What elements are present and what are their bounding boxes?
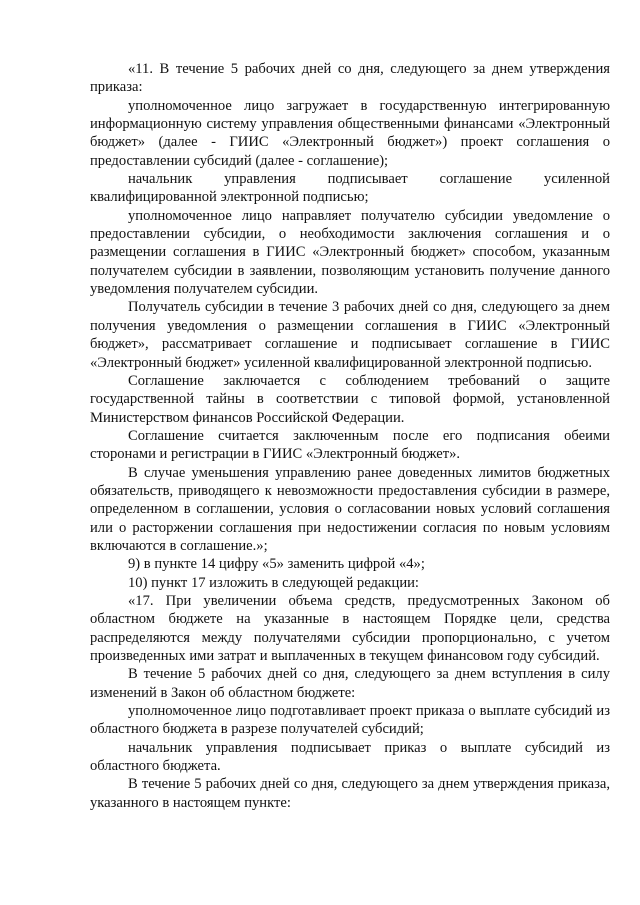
paragraph-sign-order: начальник управления подписывает приказ о выплате субсидий из областного бюджета. (90, 739, 610, 775)
paragraph-clause-17: «17. При увеличении объема средств, предусмотренных Законом об областном бюджете на указанные в настоящем Порядке цели, средства распределяются между получателями субсидии пропорционально, с учетом произведенных ими затрат и выплаченных в текущем финансовом году субсидий. (90, 592, 610, 664)
paragraph-order-approval: В течение 5 рабочих дней со дня, следующего за днем утверждения приказа, указанного в настоящем пункте: (90, 776, 610, 811)
paragraph-limits-reduction: В случае уменьшения управлению ранее доведенных лимитов бюджетных обязательств, приводящего к невозможности предоставления субсидии в размере, определенном в соглашении, условия о согласовании новых условий соглашения или о расторжении соглашения при недостижении согласия по новым условиям включаются в соглашение.»; (90, 464, 610, 554)
paragraph-law-changes: В течение 5 рабочих дней со дня, следующего за днем вступления в силу изменений в Закон об областном бюджете: (90, 666, 610, 701)
paragraph-prepare-order: уполномоченное лицо подготавливает проект приказа о выплате субсидий из областного бюджета в разрезе получателей субсидий; (90, 703, 610, 738)
paragraph-item-10: 10) пункт 17 изложить в следующей редакции: (128, 574, 419, 591)
paragraph-notification: уполномоченное лицо направляет получателю субсидии уведомление о предоставлении субсидии, о необходимости заключения соглашения и о размещении соглашения в ГИИС «Электронный бюджет» способом, указанным получателем субсидии в заявлении, позволяющим установить получение данного уведомления получателем субсидии. (90, 207, 610, 298)
paragraph-state-secret: Соглашение заключается с соблюдением требований о защите государственной тайны в соответствии с типовой формой, установленной Министерством финансов Российской Федерации. (90, 372, 610, 426)
paragraph-recipient-signs: Получатель субсидии в течение 3 рабочих дней со дня, следующего за днем получения уведомления о размещении соглашения в ГИИС «Электронный бюджет», рассматривает соглашение и подписывает соглашение в ГИИС «Электронный бюджет» усиленной квалифицированной электронной подписью. (90, 299, 610, 371)
document-page (90, 60, 610, 812)
paragraph-upload-draft: уполномоченное лицо загружает в государственную интегрированную информационную систему управления общественными финансами «Электронный бюджет» (далее - ГИИС «Электронный бюджет») проект соглашения о предоставлении субсидий (далее - соглашение); (90, 97, 610, 169)
paragraph-clause-11-intro: «11. В течение 5 рабочих дней со дня, следующего за днем утверждения приказа: (90, 61, 610, 96)
paragraph-head-signs: начальник управления подписывает соглашение усиленной квалифицированной электронной подписью; (90, 171, 610, 206)
paragraph-item-9: 9) в пункте 14 цифру «5» заменить цифрой «4»; (128, 556, 425, 573)
paragraph-agreement-concluded: Соглашение считается заключенным после его подписания обеими сторонами и регистрации в ГИИС «Электронный бюджет». (90, 427, 610, 463)
